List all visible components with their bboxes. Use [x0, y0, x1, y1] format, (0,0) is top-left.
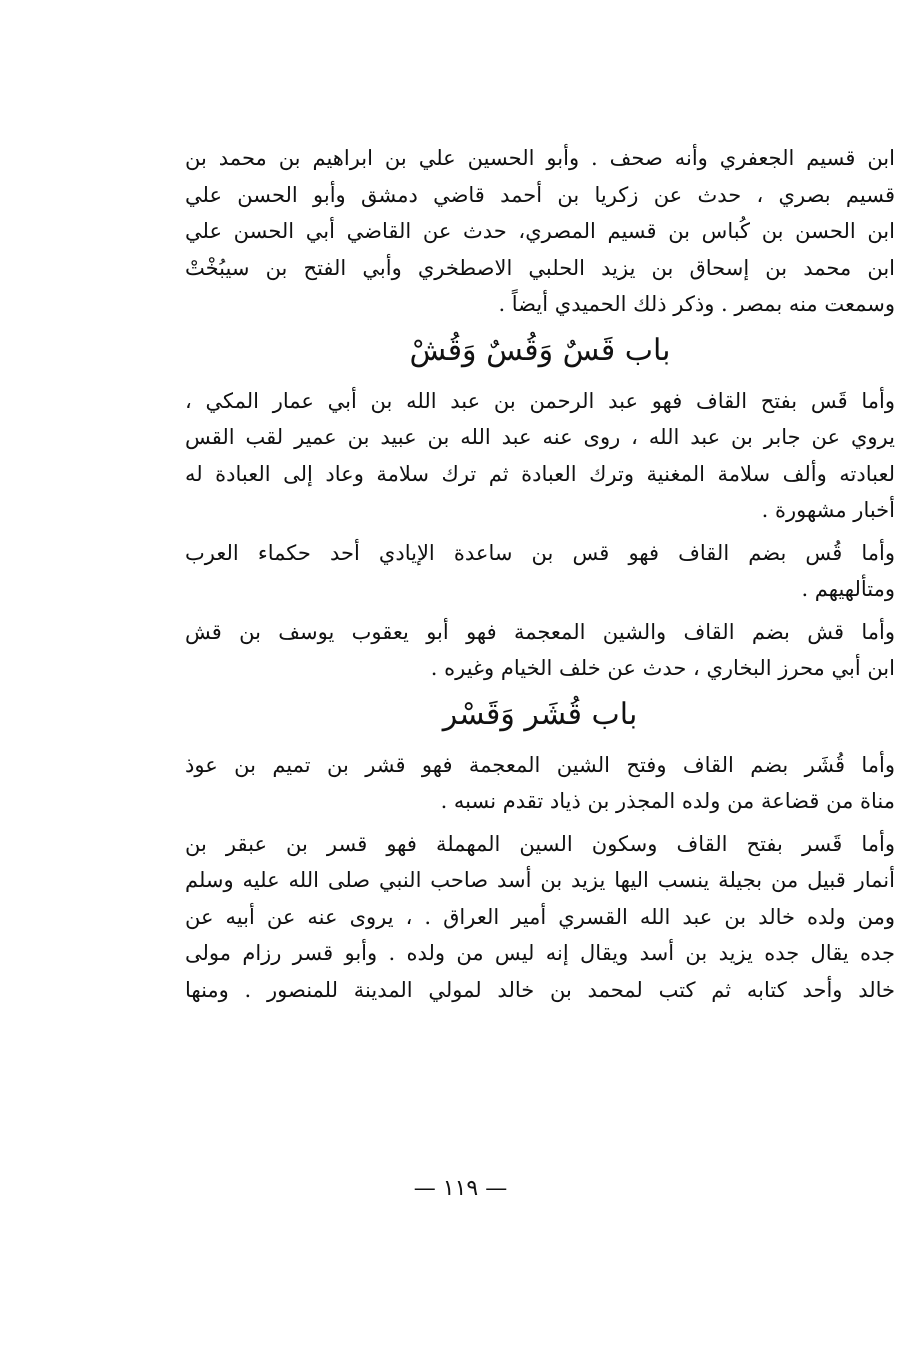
section-heading-2: باب قُشَر وَقَسْر	[442, 696, 638, 732]
text-line: لعبادته وألف سلامة المغنية وترك العبادة ثم ترك سلامة وعاد إلى العبادة له	[185, 461, 895, 486]
text-line: وأما قُشَر بضم القاف وفتح الشين المعجمة فهو قشر بن تميم بن عوذ	[185, 752, 895, 777]
text-line: وأما قَسر بفتح القاف وسكون السين المهملة فهو قسر بن عبقر بن	[185, 831, 895, 856]
text-line: جده يقال جده يزيد بن أسد ويقال إنه ليس من ولده . وأبو قسر رزام مولى	[185, 941, 895, 965]
text-line: ومن ولده خالد بن عبد الله القسري أمير العراق . ، يروى عنه عن أبيه عن	[185, 904, 895, 929]
paragraph-5	[185, 747, 895, 820]
page-number: — ١١٩ —	[413, 1176, 508, 1201]
text-line: قسيم بصري ، حدث عن زكريا بن أحمد قاضي دمشق وأبو الحسن علي	[185, 182, 895, 207]
text-line: وأما قُس بضم القاف فهو قس بن ساعدة الإيادي أحد حكماء العرب	[185, 540, 895, 565]
text-line: وسمعت منه بمصر . وذكر ذلك الحميدي أيضاً .	[498, 292, 895, 316]
text-line: ابن أبي محرز البخاري ، حدث عن خلف الخيام وغيره .	[430, 656, 895, 680]
paragraph-6	[185, 826, 895, 1009]
text-line: ابن محمد بن إسحاق بن يزيد الحلبي الاصطخري وأبي الفتح بن سيبُخْتْ	[185, 255, 895, 280]
text-line: يروي عن جابر بن عبد الله ، روى عنه عبد الله بن عبيد بن عمير لقب القس	[185, 425, 895, 449]
paragraph-3	[185, 535, 895, 608]
text-line: ابن قسيم الجعفري وأنه صحف . وأبو الحسين علي بن ابراهيم بن محمد بن	[185, 146, 895, 170]
text-line: ابن الحسن بن كُباس بن قسيم المصري، حدث عن القاضي أبي الحسن علي	[185, 219, 895, 243]
page-body	[185, 140, 895, 1008]
paragraph-1	[185, 140, 895, 323]
paragraph-4	[185, 614, 895, 687]
text-line: أخبار مشهورة .	[761, 498, 895, 522]
text-line: أنمار قبيل من بجيلة ينسب اليها يزيد بن أسد صاحب النبي صلى الله عليه وسلم	[185, 868, 895, 892]
text-line: ومتألهيهم .	[801, 577, 895, 601]
text-line: وأما قش بضم القاف والشين المعجمة فهو أبو يعقوب يوسف بن قش	[185, 619, 895, 644]
text-line: وأما قَس بفتح القاف فهو عبد الرحمن بن عبد الله بن أبي عمار المكي ،	[185, 388, 895, 413]
text-line: مناة من قضاعة من ولده المجذر بن ذياد تقدم نسبه .	[440, 789, 895, 813]
text-line: خالد وأحد كتابه ثم كتب لمحمد بن خالد لمولي المدينة للمنصور . ومنها	[185, 977, 895, 1002]
section-heading-1: باب قَسٌ وَقُسٌ وَقُشْ	[409, 332, 671, 368]
paragraph-2	[185, 383, 895, 529]
